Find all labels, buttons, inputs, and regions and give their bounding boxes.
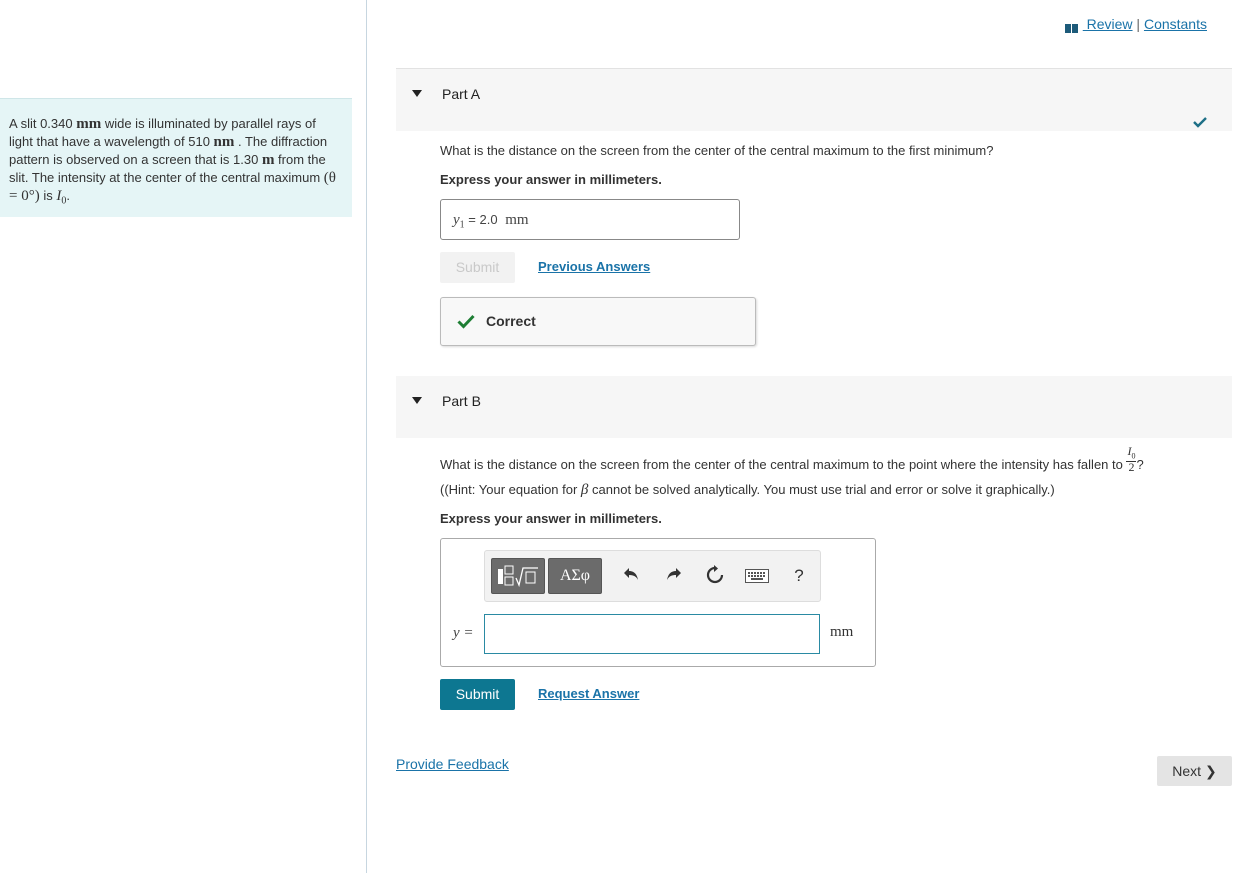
unit-mm: mm: [76, 116, 102, 132]
problem-text: .: [66, 188, 70, 203]
part-b-question-text: What is the distance on the screen from the center of the central maximum to the point where the intensity has fallen to: [440, 457, 1127, 473]
part-a-complete-check-icon: [1193, 116, 1207, 128]
part-b-instruction: Express your answer in millimeters.: [440, 511, 662, 526]
request-answer-link[interactable]: Request Answer: [538, 686, 640, 701]
correct-check-icon: [457, 314, 475, 329]
review-link[interactable]: Review: [1082, 16, 1133, 32]
link-separator: |: [1136, 16, 1141, 32]
column-divider: [366, 0, 367, 873]
correct-feedback-box: [440, 297, 756, 346]
part-a-title: Part A: [442, 86, 481, 102]
next-button[interactable]: [1157, 756, 1232, 786]
variable-label: [453, 625, 474, 642]
part-b-header[interactable]: [396, 376, 1232, 438]
keyboard-icon[interactable]: [744, 565, 770, 587]
unit-nm: nm: [213, 134, 235, 150]
problem-text: is: [39, 188, 57, 203]
intensity-symbol: I: [56, 188, 62, 204]
correct-label: Correct: [486, 313, 536, 329]
part-a-answer-display: [440, 199, 740, 240]
greek-symbols-button[interactable]: ΑΣφ: [548, 558, 602, 594]
undo-icon[interactable]: [620, 565, 642, 587]
problem-text: wide is illuminated by parallel rays of light that have a wavelength of 510: [9, 116, 316, 149]
book-icon: [1065, 20, 1080, 29]
answer-variable: y: [453, 212, 460, 228]
collapse-triangle-icon[interactable]: [412, 397, 422, 404]
part-a-answer: [453, 212, 529, 231]
problem-text: A slit 0.340: [9, 116, 77, 131]
part-a-header[interactable]: [396, 69, 1232, 131]
math-toolbar: [484, 550, 821, 602]
part-b-title: Part B: [442, 393, 481, 409]
reset-icon[interactable]: [704, 565, 726, 587]
angle-expression: (θ = 0°): [9, 170, 336, 204]
unit-m: m: [261, 152, 275, 168]
hint-text: ((Hint: Your equation for: [440, 482, 581, 497]
problem-text: from the slit. The intensity at the center of the central maximum: [9, 152, 326, 185]
redo-icon[interactable]: [663, 565, 685, 587]
part-a-submit-button[interactable]: Submit: [440, 252, 515, 283]
fraction-denominator: 2: [1128, 460, 1135, 475]
part-a-question: What is the distance on the screen from the center of the central maximum to the first minimum?: [440, 143, 994, 158]
beta-symbol: β: [580, 482, 589, 498]
answer-value: 2.0: [479, 212, 498, 227]
answer-unit: mm: [830, 624, 854, 640]
next-label: Next: [1172, 763, 1202, 779]
collapse-triangle-icon[interactable]: [412, 90, 422, 97]
answer-variable-subscript: 1: [459, 219, 465, 231]
part-b-hint: [440, 482, 1055, 499]
variable-label-text: y =: [453, 625, 474, 641]
provide-feedback-link[interactable]: Provide Feedback: [396, 756, 509, 772]
equals-sign: =: [464, 212, 480, 227]
constants-link[interactable]: Constants: [1143, 16, 1207, 32]
intensity-subscript: 0: [61, 195, 67, 207]
part-a-instruction: Express your answer in millimeters.: [440, 172, 662, 187]
previous-answers-link[interactable]: Previous Answers: [538, 259, 651, 274]
math-answer-editor: [440, 538, 876, 667]
answer-unit: mm: [505, 212, 529, 228]
fraction-i0-over-2: [1126, 446, 1136, 473]
chevron-right-icon: ❯: [1204, 763, 1217, 779]
problem-statement: [0, 98, 352, 217]
fraction-sqrt-template-icon[interactable]: [491, 558, 545, 594]
part-b-question: [440, 444, 1144, 479]
fraction-numerator-subscript: 0: [1131, 451, 1136, 461]
question-mark: ?: [1136, 457, 1144, 473]
part-b-submit-button[interactable]: Submit: [440, 679, 515, 710]
help-button[interactable]: ?: [794, 566, 804, 585]
answer-input[interactable]: [484, 614, 820, 654]
top-links: [1065, 16, 1207, 32]
problem-text: . The diffraction pattern is observed on a screen that is 1.30: [9, 134, 328, 167]
fraction-numerator: I: [1127, 444, 1132, 458]
hint-text: cannot be solved analytically. You must use trial and error or solve it graphically.): [588, 482, 1055, 497]
